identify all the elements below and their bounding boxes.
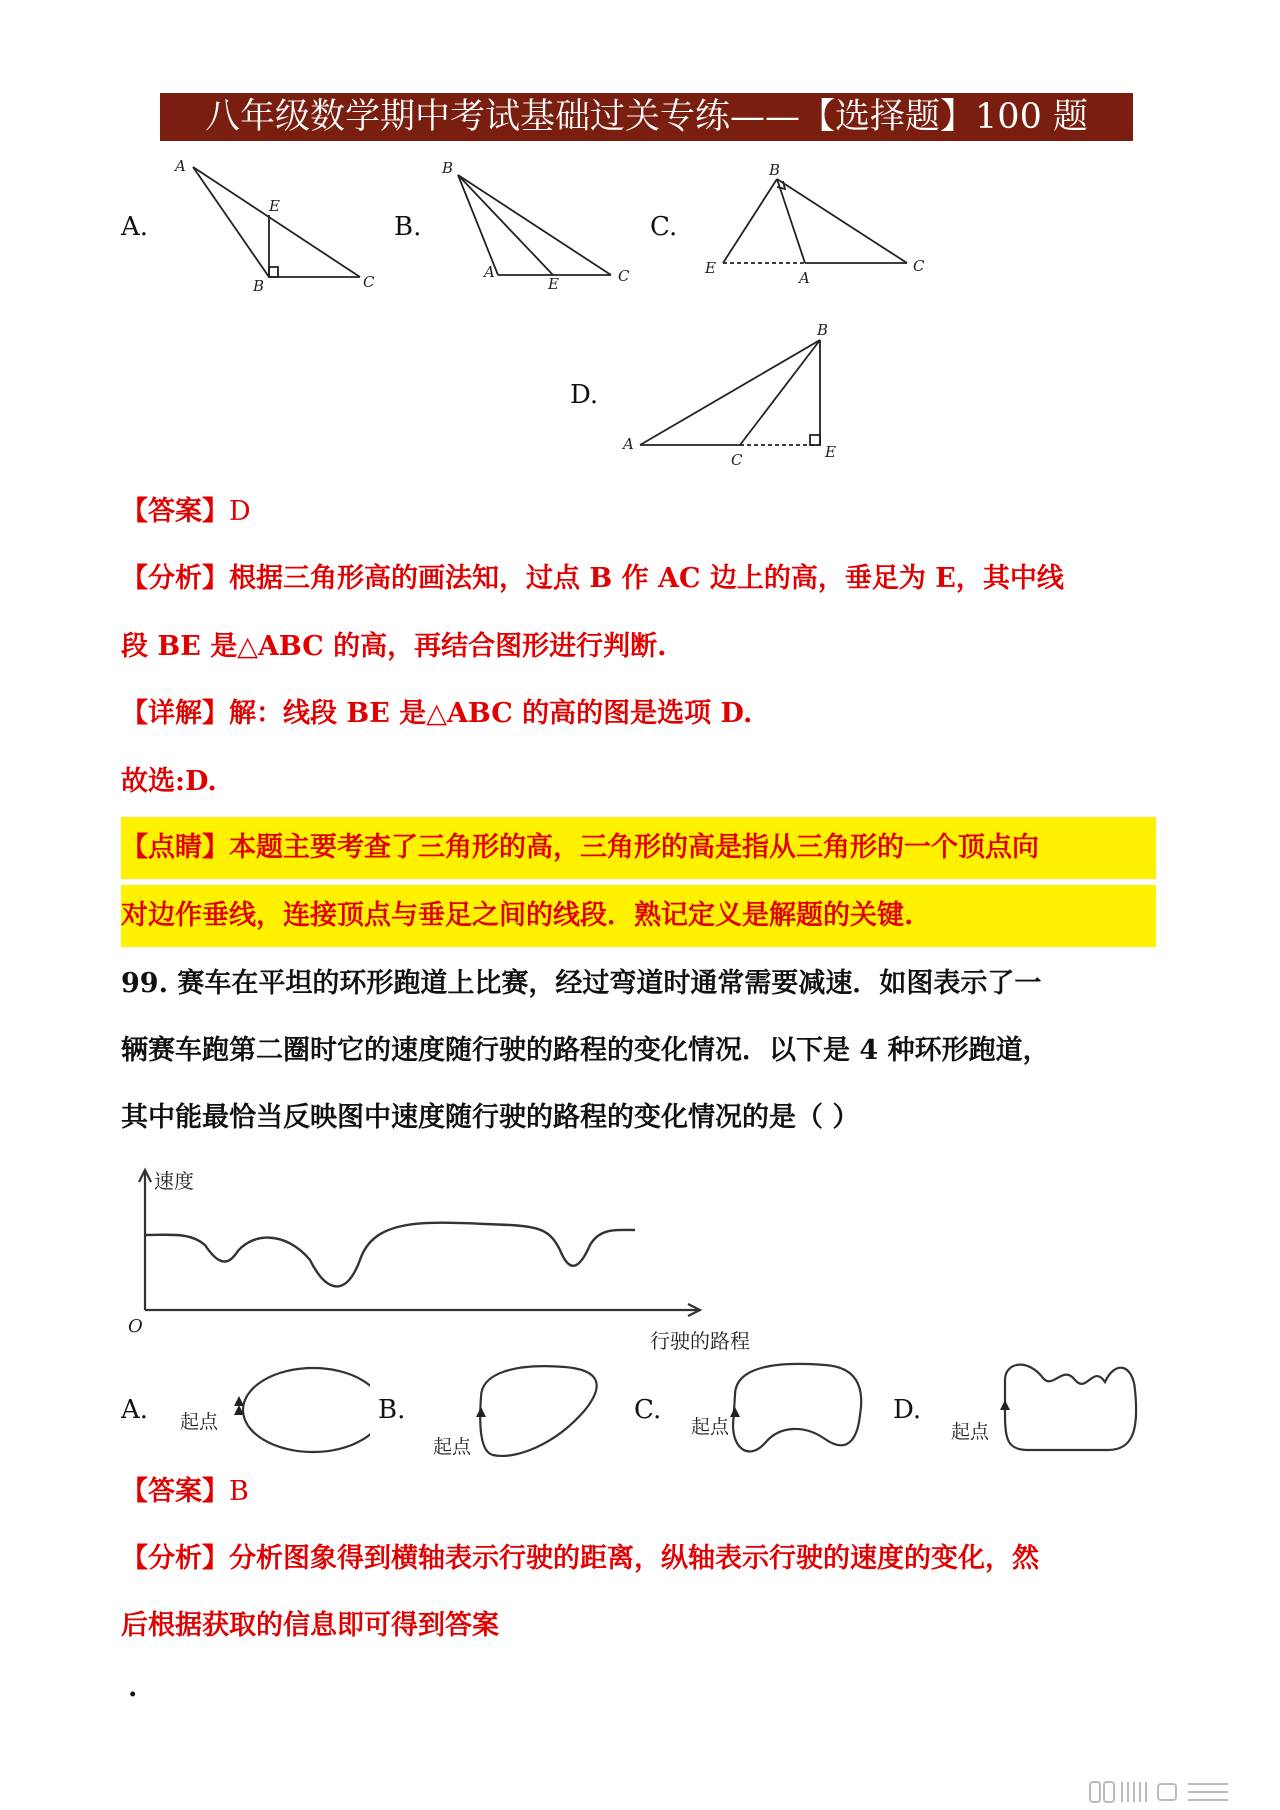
q99-analysis-line-1 xyxy=(121,1539,1039,1579)
q99-option-b-label: B. xyxy=(378,1395,406,1425)
track-a xyxy=(170,1360,370,1470)
detail-tag: 【详解】 xyxy=(121,698,229,729)
option-b-label: B. xyxy=(394,212,422,242)
graph-y-label: 速度 xyxy=(154,1169,194,1193)
note-tag: 【点睛】 xyxy=(121,832,229,863)
answer-tag: 【答案】 xyxy=(121,496,229,527)
start-label-d: 起点 xyxy=(951,1421,990,1443)
label-a: A xyxy=(175,157,186,175)
answer-line-99 xyxy=(121,1472,249,1512)
speed-distance-graph xyxy=(110,1160,790,1360)
label-c: C xyxy=(363,273,375,291)
label-c: C xyxy=(731,451,743,469)
label-e: E xyxy=(705,259,716,277)
q99-option-d-label: D. xyxy=(893,1395,922,1425)
label-b: B xyxy=(769,161,781,179)
question-99-line-2: 辆赛车跑第二圈时它的速度随行驶的路程的变化情况．以下是 4 种环形跑道， xyxy=(121,1035,1050,1066)
analysis-line-2: 段 BE 是△ABC 的高，再结合图形进行判断. xyxy=(121,631,667,662)
option-d-label: D. xyxy=(570,380,599,410)
analysis-tag: 【分析】 xyxy=(121,563,229,594)
note-line-2: 对边作垂线，连接顶点与垂足之间的线段．熟记定义是解题的关键. xyxy=(121,900,914,931)
label-c: C xyxy=(618,267,630,285)
label-a: A xyxy=(623,435,634,453)
label-b: B xyxy=(442,159,454,177)
label-e: E xyxy=(269,197,280,215)
start-label-a: 起点 xyxy=(180,1411,219,1433)
answer-line-98 xyxy=(121,492,251,532)
question-99-line-3: 其中能最恰当反映图中速度随行驶的路程的变化情况的是（ ） xyxy=(121,1102,860,1133)
detail-line xyxy=(121,694,752,734)
note-line-1 xyxy=(121,828,1039,868)
question-99-line-1: 99. 赛车在平坦的环形跑道上比赛，经过弯道时通常需要减速．如图表示了一 xyxy=(121,968,1042,999)
answer-value: B xyxy=(229,1476,249,1507)
q99-option-c-label: C. xyxy=(634,1395,662,1425)
page-title: 八年级数学期中考试基础过关专练——【选择题】100 题 xyxy=(160,93,1133,141)
analysis-text-1: 根据三角形高的画法知，过点 B 作 AC 边上的高，垂足为 E，其中线 xyxy=(229,563,1064,594)
triangle-figure-b xyxy=(438,155,648,295)
label-b: B xyxy=(253,277,265,295)
label-c: C xyxy=(913,257,925,275)
graph-origin: O xyxy=(128,1316,143,1337)
label-e: E xyxy=(825,443,836,461)
answer-tag: 【答案】 xyxy=(121,1476,229,1507)
choose-line: 故选:D. xyxy=(121,766,217,797)
label-a: A xyxy=(799,269,810,287)
note-text-1: 本题主要考查了三角形的高，三角形的高是指从三角形的一个顶点向 xyxy=(229,832,1039,863)
track-d xyxy=(943,1350,1143,1470)
option-a-label: A. xyxy=(121,212,149,242)
track-b xyxy=(425,1355,615,1475)
option-c-label: C. xyxy=(650,212,678,242)
label-e: E xyxy=(548,275,559,293)
label-b: B xyxy=(817,321,829,339)
analysis-line-1 xyxy=(121,559,1064,599)
analysis-text-1: 分析图象得到横轴表示行驶的距离，纵轴表示行驶的速度的变化，然 xyxy=(229,1543,1039,1574)
analysis-tag: 【分析】 xyxy=(121,1543,229,1574)
triangle-figure-a xyxy=(165,155,385,295)
answer-value: D xyxy=(229,496,251,527)
end-dot: . xyxy=(128,1672,138,1703)
start-label-b: 起点 xyxy=(433,1436,472,1458)
watermark-bars-icon xyxy=(1088,1778,1268,1806)
q99-analysis-line-2: 后根据获取的信息即可得到答案 xyxy=(121,1610,499,1641)
graph-x-label: 行驶的路程 xyxy=(650,1329,750,1353)
track-c xyxy=(685,1355,875,1475)
detail-text: 解：线段 BE 是△ABC 的高的图是选项 D. xyxy=(229,698,753,729)
start-label-c: 起点 xyxy=(691,1416,730,1438)
q99-option-a-label: A. xyxy=(121,1395,149,1425)
triangle-figure-c xyxy=(695,155,935,295)
triangle-figure-d xyxy=(615,315,855,475)
label-a: A xyxy=(484,263,495,281)
